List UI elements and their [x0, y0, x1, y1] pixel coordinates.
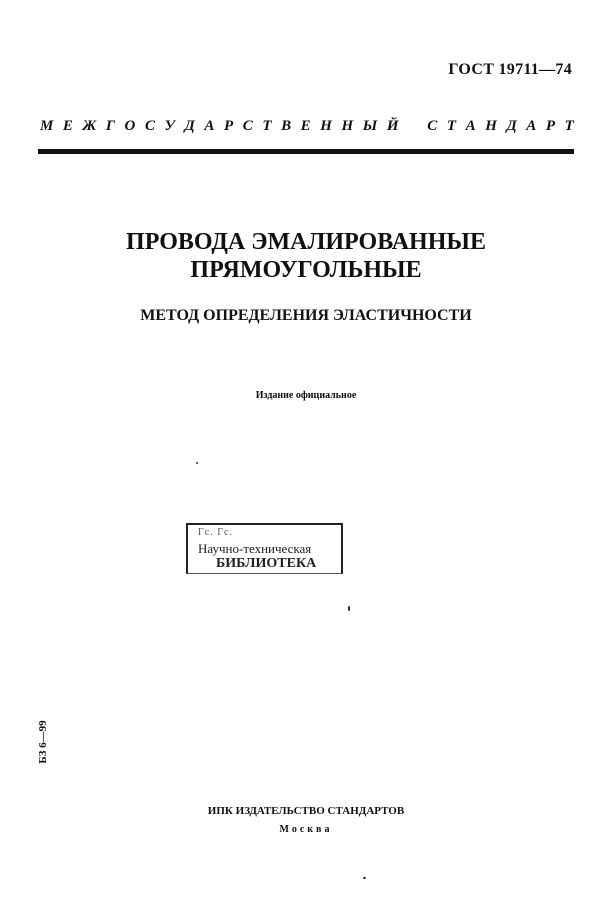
heading-letter: Д — [184, 118, 195, 134]
title-line-2: ПРЯМОУГОЛЬНЫЕ — [190, 257, 422, 283]
stamp-line-1: Научно-техническая — [198, 541, 312, 556]
heading-letter: Е — [62, 118, 73, 134]
heading-letter: Р — [223, 118, 234, 134]
stamp-line-2: БИБЛИОТЕКА — [216, 556, 317, 571]
heading-letter: Ж — [82, 118, 97, 134]
heading-letter: Т — [262, 118, 272, 134]
publisher: ИПК ИЗДАТЕЛЬСТВО СТАНДАРТОВ — [207, 805, 405, 817]
standard-type-heading — [40, 118, 574, 135]
heading-letter: У — [164, 118, 175, 134]
heading-letter: А — [204, 118, 215, 134]
stamp-top-text: Гс. Гс. — [198, 527, 233, 538]
heading-letter: Ы — [362, 118, 378, 134]
scan-speck — [363, 877, 366, 879]
heading-letter: Й — [386, 118, 399, 134]
document-title — [0, 228, 612, 284]
heading-letter: Г — [105, 118, 115, 134]
heading-letter: В — [281, 118, 292, 134]
side-code-text: БЗ 6—99 — [37, 720, 49, 764]
heading-letter: Д — [506, 118, 517, 134]
side-code — [36, 718, 50, 766]
edition-label: Издание официальное — [255, 390, 357, 401]
heading-letter: А — [465, 118, 476, 134]
header-divider — [38, 149, 574, 154]
heading-letter: О — [124, 118, 136, 134]
title-line-1: ПРОВОДА ЭМАЛИРОВАННЫЕ — [126, 229, 486, 255]
gost-number: ГОСТ 19711—74 — [448, 61, 572, 78]
heading-letter: Н — [485, 118, 497, 134]
heading-letter: Е — [300, 118, 311, 134]
heading-letter: Т — [446, 118, 457, 134]
heading-letter: Т — [564, 118, 574, 134]
library-stamp — [186, 523, 343, 574]
heading-letter: С — [242, 118, 253, 134]
heading-letter: А — [526, 118, 537, 134]
heading-letter: С — [144, 118, 155, 134]
publisher-city: Москва — [279, 824, 333, 835]
heading-letter: С — [427, 118, 438, 134]
scan-speck — [196, 462, 198, 464]
heading-letter: М — [40, 118, 54, 134]
heading-letter: Н — [320, 118, 332, 134]
document-subtitle: МЕТОД ОПРЕДЕЛЕНИЯ ЭЛАСТИЧНОСТИ — [140, 307, 472, 324]
heading-letter: Н — [341, 118, 354, 134]
heading-letter: Р — [545, 118, 556, 134]
scan-speck — [348, 606, 350, 611]
